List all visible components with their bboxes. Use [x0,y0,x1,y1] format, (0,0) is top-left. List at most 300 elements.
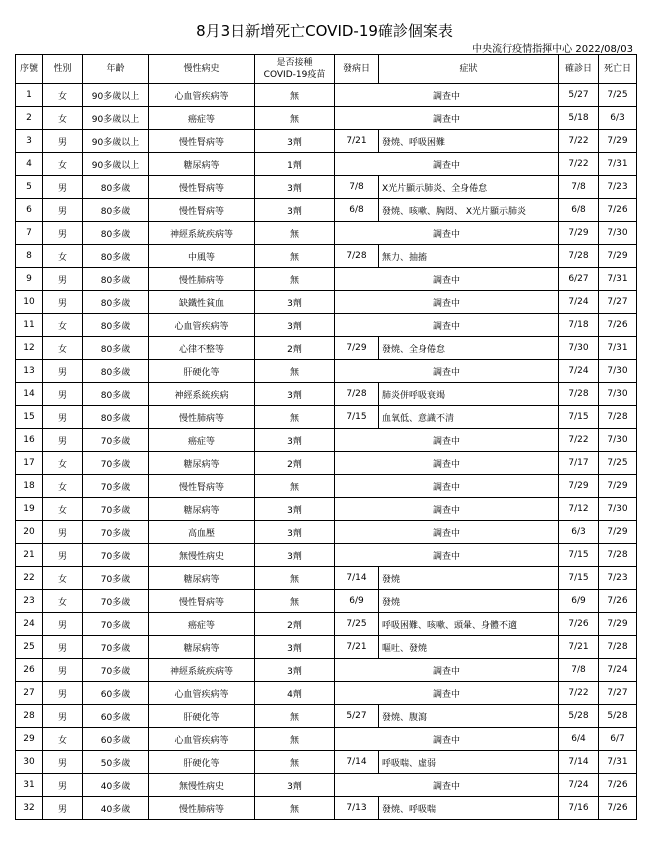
cell-death: 7/31 [599,751,637,774]
header-onset: 發病日 [335,55,379,84]
cell-death: 7/23 [599,176,637,199]
cell-vaccine: 3劑 [255,176,335,199]
cell-age: 90多歲以上 [83,153,149,176]
cell-age: 50多歲 [83,751,149,774]
cell-confirm: 7/24 [559,360,599,383]
cell-death: 7/29 [599,130,637,153]
cell-symptoms: 發燒、咳嗽、胸悶、 X光片顯示肺炎 [379,199,559,222]
cell-age: 80多歲 [83,268,149,291]
cell-chronic: 心律不整等 [149,337,255,360]
cell-symptoms: 調查中 [335,429,559,452]
cell-no: 16 [16,429,43,452]
cell-vaccine: 3劑 [255,429,335,452]
table-row [16,406,637,429]
cell-vaccine: 3劑 [255,130,335,153]
table-body [16,84,637,820]
cell-sex: 女 [43,245,83,268]
cell-no: 5 [16,176,43,199]
cell-onset: 7/21 [335,130,379,153]
cell-chronic: 無慢性病史 [149,544,255,567]
cell-vaccine: 2劑 [255,452,335,475]
cell-onset: 7/28 [335,245,379,268]
cell-age: 90多歲以上 [83,107,149,130]
cell-confirm: 6/27 [559,268,599,291]
cell-symptoms: X光片顯示肺炎、全身倦怠 [379,176,559,199]
cell-age: 90多歲以上 [83,130,149,153]
cell-no: 6 [16,199,43,222]
cell-chronic: 心血管疾病等 [149,682,255,705]
cell-death: 7/27 [599,291,637,314]
cell-vaccine: 無 [255,268,335,291]
cell-age: 60多歲 [83,682,149,705]
cell-age: 80多歲 [83,383,149,406]
cell-confirm: 7/22 [559,682,599,705]
cell-vaccine: 無 [255,567,335,590]
cell-sex: 男 [43,751,83,774]
cell-vaccine: 無 [255,406,335,429]
cell-sex: 男 [43,544,83,567]
table-row [16,176,637,199]
cell-confirm: 7/30 [559,337,599,360]
cell-chronic: 慢性肺病等 [149,406,255,429]
cell-age: 80多歲 [83,314,149,337]
table-row [16,153,637,176]
cell-death: 7/28 [599,406,637,429]
cell-symptoms: 嘔吐、發燒 [379,636,559,659]
cell-symptoms: 調查中 [335,452,559,475]
cell-death: 7/30 [599,222,637,245]
cell-chronic: 糖尿病等 [149,636,255,659]
cell-confirm: 7/26 [559,613,599,636]
cell-chronic: 高血壓 [149,521,255,544]
cell-no: 2 [16,107,43,130]
cell-vaccine: 3劑 [255,521,335,544]
table-row [16,498,637,521]
cell-no: 30 [16,751,43,774]
cell-no: 21 [16,544,43,567]
cell-sex: 女 [43,498,83,521]
cell-no: 18 [16,475,43,498]
cell-symptoms: 肺炎併呼吸衰竭 [379,383,559,406]
table-row [16,245,637,268]
cell-age: 70多歲 [83,429,149,452]
cell-confirm: 6/3 [559,521,599,544]
cell-symptoms: 調查中 [335,314,559,337]
cell-death: 7/29 [599,245,637,268]
cell-confirm: 7/21 [559,636,599,659]
header-row [16,55,637,84]
table-row [16,130,637,153]
cell-onset: 5/27 [335,705,379,728]
cell-death: 5/28 [599,705,637,728]
table-row [16,521,637,544]
cell-sex: 男 [43,222,83,245]
cell-death: 7/28 [599,636,637,659]
cell-no: 26 [16,659,43,682]
cell-vaccine: 3劑 [255,774,335,797]
cell-no: 28 [16,705,43,728]
cell-confirm: 7/24 [559,774,599,797]
cell-vaccine: 無 [255,728,335,751]
cell-chronic: 慢性腎病等 [149,130,255,153]
cell-confirm: 7/28 [559,383,599,406]
table-row [16,291,637,314]
header-vaccine-line2: COVID-19疫苗 [263,70,326,80]
cell-sex: 男 [43,360,83,383]
cell-vaccine: 無 [255,107,335,130]
cell-chronic: 肝硬化等 [149,360,255,383]
cell-vaccine: 3劑 [255,314,335,337]
cell-sex: 男 [43,199,83,222]
cell-chronic: 慢性腎病等 [149,176,255,199]
cell-sex: 男 [43,682,83,705]
cell-age: 70多歲 [83,613,149,636]
cell-death: 7/26 [599,314,637,337]
cell-age: 80多歲 [83,176,149,199]
cell-confirm: 7/15 [559,544,599,567]
cell-sex: 男 [43,130,83,153]
table-row [16,84,637,107]
cell-symptoms: 調查中 [335,475,559,498]
cell-vaccine: 3劑 [255,199,335,222]
cell-symptoms: 調查中 [335,498,559,521]
cell-chronic: 神經系統疾病等 [149,659,255,682]
cell-death: 7/25 [599,84,637,107]
cell-onset: 7/14 [335,751,379,774]
cell-vaccine: 無 [255,360,335,383]
cell-sex: 男 [43,705,83,728]
table-row [16,728,637,751]
cell-death: 7/30 [599,360,637,383]
cell-death: 7/25 [599,452,637,475]
cell-age: 80多歲 [83,337,149,360]
cell-age: 80多歲 [83,199,149,222]
cell-chronic: 無慢性病史 [149,774,255,797]
cell-vaccine: 無 [255,475,335,498]
cell-no: 4 [16,153,43,176]
table-row [16,544,637,567]
cell-no: 22 [16,567,43,590]
cell-death: 7/23 [599,567,637,590]
table-row [16,682,637,705]
cell-confirm: 7/17 [559,452,599,475]
cell-symptoms: 調查中 [335,268,559,291]
cell-death: 7/30 [599,429,637,452]
cell-chronic: 心血管疾病等 [149,728,255,751]
cell-no: 29 [16,728,43,751]
table-row [16,705,637,728]
cell-no: 9 [16,268,43,291]
cell-no: 13 [16,360,43,383]
cell-no: 24 [16,613,43,636]
cell-confirm: 7/15 [559,567,599,590]
table-row [16,429,637,452]
cell-sex: 女 [43,314,83,337]
cell-symptoms: 發燒、全身倦怠 [379,337,559,360]
header-no: 序號 [16,55,43,84]
cell-death: 6/3 [599,107,637,130]
cell-symptoms: 調查中 [335,222,559,245]
cell-confirm: 7/22 [559,153,599,176]
cell-confirm: 7/22 [559,429,599,452]
cell-no: 14 [16,383,43,406]
cell-symptoms: 調查中 [335,84,559,107]
table-row [16,452,637,475]
cell-confirm: 7/15 [559,406,599,429]
cell-age: 70多歲 [83,521,149,544]
cell-sex: 女 [43,452,83,475]
cell-confirm: 6/9 [559,590,599,613]
cell-vaccine: 3劑 [255,544,335,567]
cell-no: 10 [16,291,43,314]
cell-confirm: 7/28 [559,245,599,268]
cell-death: 7/31 [599,337,637,360]
cell-death: 7/29 [599,475,637,498]
cell-sex: 女 [43,107,83,130]
header-vaccine-line1: 是否接種 [276,58,313,68]
cell-chronic: 癌症等 [149,107,255,130]
cell-vaccine: 3劑 [255,498,335,521]
cell-sex: 女 [43,337,83,360]
header-confirm: 確診日 [559,55,599,84]
cell-chronic: 糖尿病等 [149,452,255,475]
cell-confirm: 7/29 [559,475,599,498]
cell-sex: 男 [43,659,83,682]
header-chronic: 慢性病史 [149,55,255,84]
table-row [16,636,637,659]
cell-onset: 7/25 [335,613,379,636]
cell-confirm: 6/4 [559,728,599,751]
cell-sex: 男 [43,774,83,797]
case-table [15,54,637,820]
cell-confirm: 7/8 [559,176,599,199]
cell-sex: 男 [43,291,83,314]
cell-symptoms: 調查中 [335,544,559,567]
cell-chronic: 缺鐵性貧血 [149,291,255,314]
cell-symptoms: 調查中 [335,728,559,751]
cell-symptoms: 發燒 [379,567,559,590]
cell-no: 15 [16,406,43,429]
cell-death: 7/26 [599,797,637,820]
cell-symptoms: 呼吸喘、虛弱 [379,751,559,774]
cell-symptoms: 發燒 [379,590,559,613]
cell-vaccine: 無 [255,84,335,107]
table-row [16,613,637,636]
cell-sex: 男 [43,383,83,406]
table-row [16,475,637,498]
table-row [16,107,637,130]
cell-sex: 男 [43,636,83,659]
cell-sex: 女 [43,475,83,498]
cell-symptoms: 調查中 [335,682,559,705]
cell-confirm: 7/29 [559,222,599,245]
cell-age: 70多歲 [83,636,149,659]
cell-sex: 女 [43,153,83,176]
cell-age: 70多歲 [83,544,149,567]
table-row [16,268,637,291]
cell-age: 80多歲 [83,291,149,314]
cell-vaccine: 無 [255,222,335,245]
cell-no: 32 [16,797,43,820]
cell-no: 17 [16,452,43,475]
cell-chronic: 癌症等 [149,613,255,636]
cell-symptoms: 發燒、呼吸喘 [379,797,559,820]
cell-chronic: 糖尿病等 [149,153,255,176]
cell-age: 70多歲 [83,567,149,590]
cell-sex: 女 [43,590,83,613]
cell-vaccine: 2劑 [255,613,335,636]
cell-onset: 7/21 [335,636,379,659]
cell-no: 11 [16,314,43,337]
cell-onset: 7/14 [335,567,379,590]
cell-chronic: 慢性腎病等 [149,475,255,498]
issuer-date: 中央流行疫情指揮中心 2022/08/03 [472,44,633,55]
cell-symptoms: 發燒、呼吸困難 [379,130,559,153]
cell-death: 7/27 [599,682,637,705]
table-row [16,751,637,774]
cell-age: 70多歲 [83,659,149,682]
cell-chronic: 心血管疾病等 [149,84,255,107]
table-row [16,360,637,383]
table-row [16,222,637,245]
cell-sex: 男 [43,406,83,429]
cell-death: 7/26 [599,199,637,222]
cell-sex: 男 [43,521,83,544]
cell-confirm: 5/18 [559,107,599,130]
cell-vaccine: 無 [255,245,335,268]
cell-vaccine: 無 [255,797,335,820]
cell-confirm: 7/12 [559,498,599,521]
cell-no: 8 [16,245,43,268]
cell-vaccine: 3劑 [255,636,335,659]
cell-sex: 女 [43,728,83,751]
cell-age: 60多歲 [83,728,149,751]
cell-confirm: 6/8 [559,199,599,222]
cell-death: 7/26 [599,774,637,797]
table-row [16,590,637,613]
cell-sex: 男 [43,176,83,199]
cell-no: 12 [16,337,43,360]
cell-symptoms: 調查中 [335,774,559,797]
table-row [16,337,637,360]
cell-chronic: 慢性腎病等 [149,199,255,222]
cell-death: 7/31 [599,153,637,176]
cell-age: 60多歲 [83,705,149,728]
table-row [16,797,637,820]
cell-chronic: 神經系統疾病等 [149,222,255,245]
cell-age: 80多歲 [83,222,149,245]
cell-chronic: 慢性肺病等 [149,797,255,820]
cell-symptoms: 調查中 [335,291,559,314]
table-row [16,774,637,797]
cell-age: 80多歲 [83,360,149,383]
cell-chronic: 肝硬化等 [149,705,255,728]
cell-no: 23 [16,590,43,613]
cell-chronic: 心血管疾病等 [149,314,255,337]
cell-symptoms: 血氧低、意識不清 [379,406,559,429]
cell-confirm: 5/28 [559,705,599,728]
cell-sex: 男 [43,613,83,636]
cell-vaccine: 3劑 [255,291,335,314]
cell-confirm: 5/27 [559,84,599,107]
cell-symptoms: 調查中 [335,153,559,176]
cell-vaccine: 無 [255,751,335,774]
cell-symptoms: 調查中 [335,521,559,544]
cell-confirm: 7/18 [559,314,599,337]
table-row [16,314,637,337]
cell-vaccine: 3劑 [255,659,335,682]
table-row [16,567,637,590]
cell-sex: 男 [43,797,83,820]
cell-onset: 7/8 [335,176,379,199]
cell-confirm: 7/22 [559,130,599,153]
cell-chronic: 慢性腎病等 [149,590,255,613]
header-death: 死亡日 [599,55,637,84]
cell-sex: 男 [43,268,83,291]
cell-no: 25 [16,636,43,659]
table-row [16,383,637,406]
cell-no: 19 [16,498,43,521]
cell-death: 7/24 [599,659,637,682]
table-row [16,659,637,682]
cell-symptoms: 呼吸困難、咳嗽、頭暈、身體不適 [379,613,559,636]
cell-vaccine: 2劑 [255,337,335,360]
cell-age: 40多歲 [83,774,149,797]
cell-onset: 6/8 [335,199,379,222]
cell-no: 1 [16,84,43,107]
cell-vaccine: 無 [255,590,335,613]
cell-confirm: 7/14 [559,751,599,774]
cell-age: 40多歲 [83,797,149,820]
cell-symptoms: 無力、抽搐 [379,245,559,268]
header-sex: 性別 [43,55,83,84]
cell-onset: 7/28 [335,383,379,406]
cell-death: 7/31 [599,268,637,291]
header-vaccine [255,55,335,84]
cell-death: 6/7 [599,728,637,751]
cell-confirm: 7/24 [559,291,599,314]
cell-vaccine: 3劑 [255,383,335,406]
cell-symptoms: 發燒、腹瀉 [379,705,559,728]
cell-age: 90多歲以上 [83,84,149,107]
cell-sex: 女 [43,84,83,107]
cell-death: 7/30 [599,383,637,406]
cell-confirm: 7/8 [559,659,599,682]
cell-onset: 6/9 [335,590,379,613]
cell-symptoms: 調查中 [335,107,559,130]
cell-vaccine: 4劑 [255,682,335,705]
cell-chronic: 慢性肺病等 [149,268,255,291]
cell-confirm: 7/16 [559,797,599,820]
cell-vaccine: 無 [255,705,335,728]
cell-death: 7/26 [599,590,637,613]
page-title: 8月3日新增死亡COVID-19確診個案表 [196,22,453,40]
cell-age: 70多歲 [83,590,149,613]
cell-death: 7/28 [599,544,637,567]
cell-no: 27 [16,682,43,705]
cell-age: 70多歲 [83,498,149,521]
cell-age: 70多歲 [83,452,149,475]
cell-death: 7/29 [599,613,637,636]
cell-onset: 7/13 [335,797,379,820]
cell-chronic: 中風等 [149,245,255,268]
cell-age: 80多歲 [83,406,149,429]
cell-death: 7/29 [599,521,637,544]
cell-no: 7 [16,222,43,245]
cell-sex: 男 [43,429,83,452]
cell-symptoms: 調查中 [335,659,559,682]
header-age: 年齡 [83,55,149,84]
